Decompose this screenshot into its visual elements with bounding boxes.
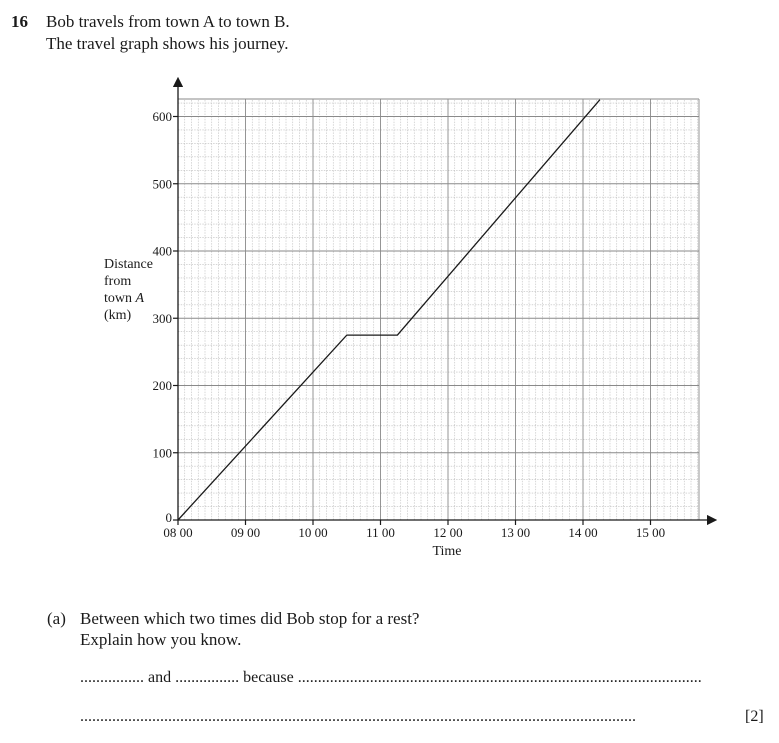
- y-tick-label: 500: [152, 176, 172, 192]
- question-text-line-1: Bob travels from town A to town B.: [46, 12, 290, 31]
- x-tick-label: 09 00: [230, 525, 261, 540]
- y-axis-title-line-3: town A: [104, 291, 145, 306]
- y-axis-title-line-4: (km): [104, 308, 132, 323]
- part-a-question-line-1: Between which two times did Bob stop for a rest?: [80, 609, 420, 628]
- x-tick-label: 10 00: [298, 525, 328, 540]
- y-tick-label: 100: [152, 445, 172, 461]
- y-axis-title-line-1: Distance: [104, 257, 153, 272]
- x-tick-label: 08 00: [163, 525, 193, 540]
- x-tick-label: 15 00: [635, 525, 666, 540]
- answer-line-2[interactable]: ...........................................................................................................................................: [80, 708, 636, 725]
- answer-line-1[interactable]: ................ and ................ because .....................................................................................................: [80, 669, 702, 686]
- y-axis-title: [104, 256, 164, 324]
- journey-line: [178, 100, 600, 520]
- x-tick-label: 12 00: [433, 525, 463, 540]
- part-a-label: (a): [47, 609, 66, 628]
- y-tick-label: 0: [165, 510, 172, 525]
- y-axis-title-italic-letter: A: [135, 291, 145, 306]
- y-tick-label: 300: [152, 310, 172, 326]
- y-tick-label: 200: [152, 378, 172, 393]
- question-text-line-2: The travel graph shows his journey.: [46, 34, 289, 53]
- x-axis-title: Time: [432, 544, 462, 559]
- chart-grid-minor: [178, 99, 699, 520]
- y-tick-label: 600: [152, 109, 172, 124]
- x-tick-label: 14 00: [568, 525, 598, 540]
- question-number: 16: [11, 12, 28, 31]
- part-a-question-line-2: Explain how you know.: [80, 630, 242, 649]
- y-tick-label: 400: [152, 243, 172, 259]
- x-tick-label: 13 00: [500, 525, 531, 540]
- y-axis-title-line-2: from: [104, 274, 132, 289]
- x-ticks: [163, 520, 665, 540]
- chart-grid-major: [178, 99, 699, 520]
- x-tick-label: 11 00: [366, 525, 395, 540]
- marks-indicator: [2]: [745, 708, 764, 725]
